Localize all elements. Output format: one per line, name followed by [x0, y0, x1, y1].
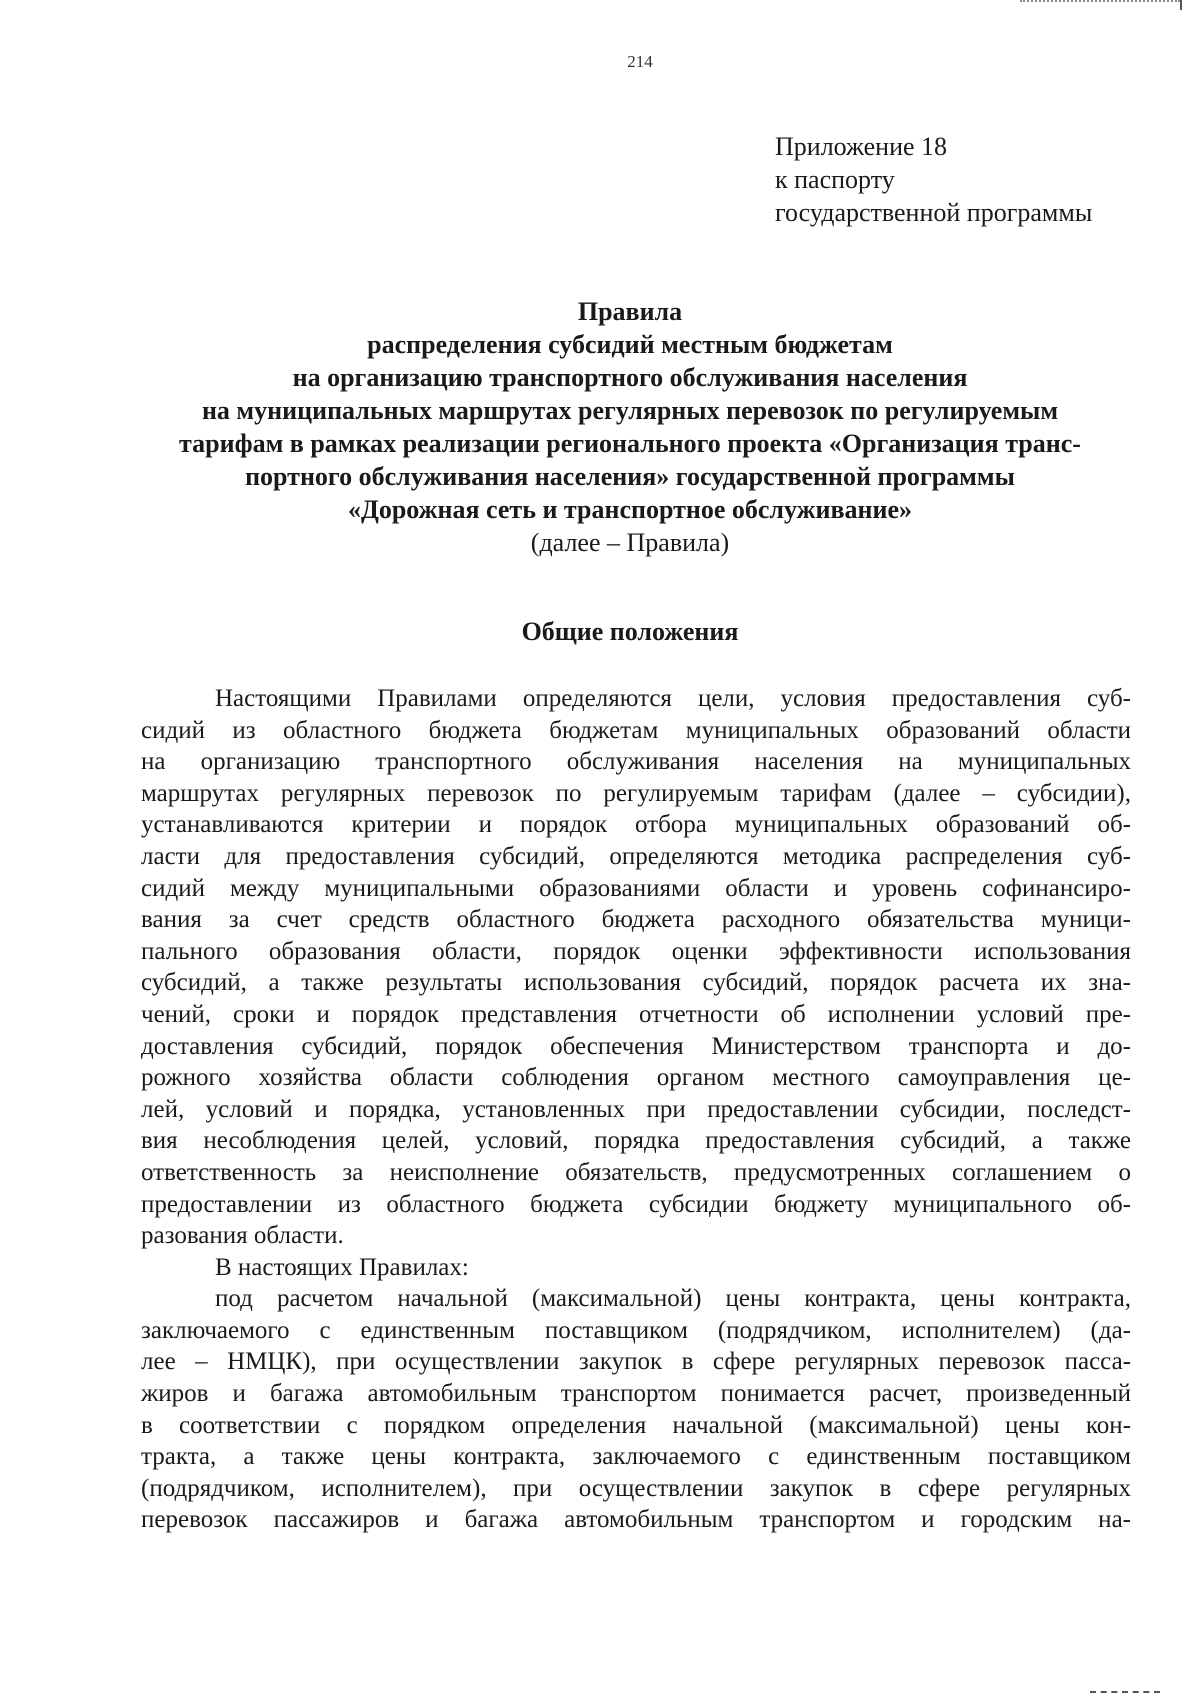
paragraph-line: под расчетом начальной (максимальной) цены контракта, цены контракта,: [215, 1285, 1131, 1313]
paragraph-line: ответственность за неисполнение обязательств, предусмотренных соглашением о: [141, 1158, 1131, 1186]
paragraph-line: устанавливаются критерии и порядок отбора муниципальных образований об-: [141, 811, 1131, 839]
scan-artifact-bottom: [1090, 1691, 1160, 1693]
paragraph-line: лее – НМЦК), при осуществлении закупок в сфере регулярных перевозок пасса-: [141, 1348, 1131, 1376]
paragraph-line: Настоящими Правилами определяются цели, условия предоставления суб-: [215, 685, 1131, 712]
title-line: тарифам в рамках реализации регионального проекта «Организация транс-: [179, 429, 1081, 458]
paragraph-line: сидий из областного бюджета бюджетам муниципальных образований области: [141, 716, 1131, 744]
appendix-line: государственной программы: [775, 198, 1093, 227]
document-title: [130, 295, 1130, 559]
paragraph-line: на организацию транспортного обслуживания населения на муниципальных: [141, 748, 1131, 776]
paragraph-line: сидий между муниципальными образованиями области и уровень софинансиро-: [141, 874, 1131, 902]
paragraph-line: ласти для предоставления субсидий, определяются методика распределения суб-: [141, 842, 1131, 870]
title-line: Правила: [577, 297, 683, 326]
title-line: на муниципальных маршрутах регулярных перевозок по регулируемым: [201, 396, 1059, 425]
paragraph-line: перевозок пассажиров и багажа автомобильным транспортом и городским на-: [141, 1506, 1131, 1534]
paragraph-line: предоставлении из областного бюджета субсидии бюджету муниципального об-: [141, 1190, 1131, 1218]
paragraph-line: заключаемого с единственным поставщиком (подрядчиком, исполнителем) (да-: [141, 1316, 1131, 1344]
paragraph-line: разования области.: [141, 1222, 344, 1250]
appendix-line: к паспорту: [775, 165, 895, 194]
paragraph-line: в соответствии с порядком определения начальной (максимальной) цены кон-: [141, 1411, 1131, 1439]
section-heading: Общие положения: [521, 617, 739, 646]
paragraph-line: жиров и багажа автомобильным транспортом понимается расчет, произведенный: [141, 1380, 1131, 1408]
title-line: на организацию транспортного обслуживания населения: [292, 363, 968, 392]
paragraph-line: доставления субсидий, порядок обеспечения Министерством транспорта и до-: [141, 1032, 1131, 1060]
title-subline: (далее – Правила): [530, 528, 730, 557]
scan-artifact-tick: [1180, 0, 1182, 10]
appendix-note: [775, 130, 1092, 229]
appendix-line: Приложение 18: [775, 132, 948, 161]
paragraph-line: лей, условий и порядка, установленных при предоставлении субсидии, последст-: [141, 1095, 1131, 1123]
title-line: распределения субсидий местным бюджетам: [367, 330, 893, 359]
title-line: «Дорожная сеть и транспортное обслуживание»: [347, 495, 913, 524]
body-text: [141, 683, 1131, 1536]
paragraph-line: (подрядчиком, исполнителем), при осуществлении закупок в сфере регулярных: [141, 1474, 1131, 1502]
page-number: 214: [627, 52, 653, 71]
scan-artifact-top: [1020, 0, 1180, 8]
paragraph-line: вания за счет средств областного бюджета расходного обязательства муници-: [141, 906, 1131, 934]
paragraph-line: В настоящих Правилах:: [215, 1253, 469, 1281]
paragraph-line: вия несоблюдения целей, условий, порядка предоставления субсидий, а также: [141, 1127, 1131, 1155]
title-line: портного обслуживания населения» государственной программы: [245, 462, 1015, 491]
paragraph-line: тракта, а также цены контракта, заключаемого с единственным поставщиком: [141, 1443, 1131, 1471]
paragraph-line: пального образования области, порядок оценки эффективности использования: [141, 937, 1131, 965]
paragraph-line: маршрутах регулярных перевозок по регулируемым тарифам (далее – субсидии),: [141, 779, 1131, 807]
paragraph-line: рожного хозяйства области соблюдения органом местного самоуправления це-: [141, 1064, 1131, 1092]
paragraph-line: субсидий, а также результаты использования субсидий, порядок расчета их зна-: [141, 969, 1131, 997]
paragraph-line: чений, сроки и порядок представления отчетности об исполнении условий пре-: [141, 1000, 1131, 1028]
